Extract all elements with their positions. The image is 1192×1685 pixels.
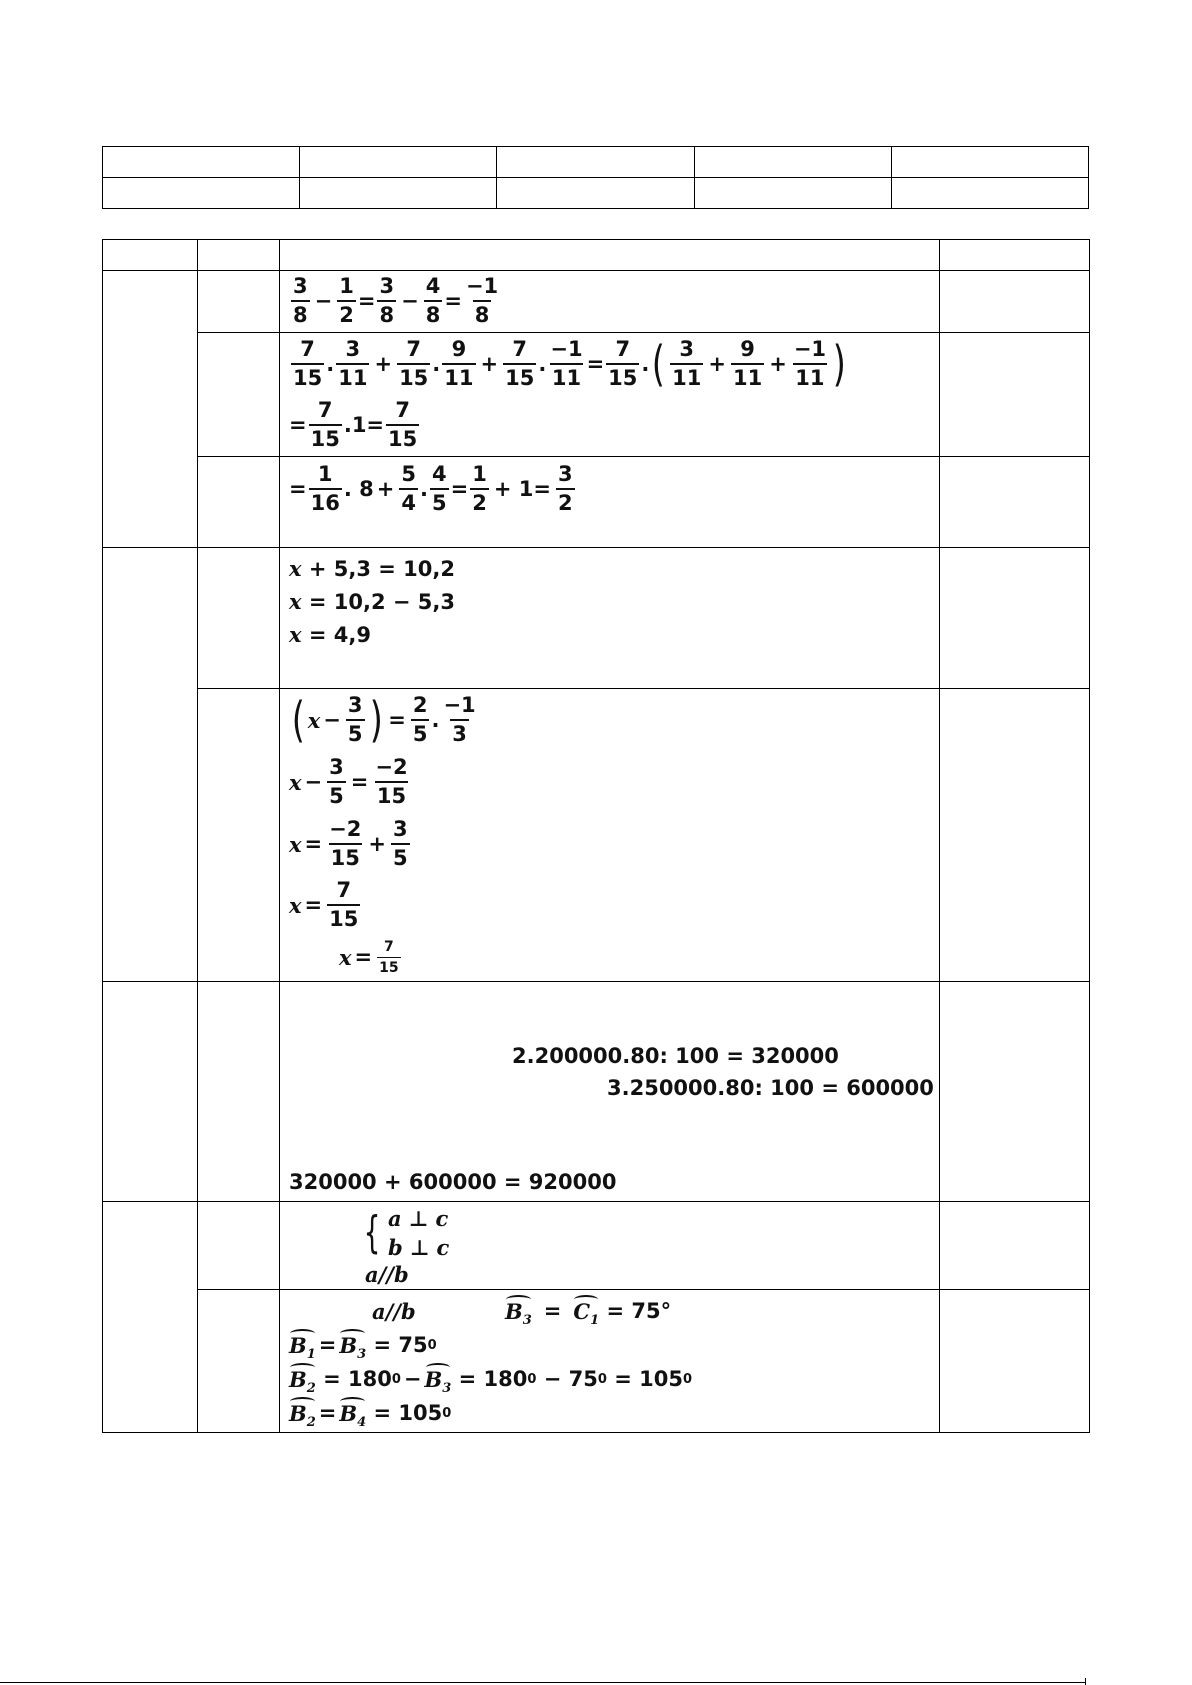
solution-4a: { a ⊥ c b ⊥ c a // b <box>280 1202 940 1290</box>
fraction: $\frac{3}{8}$ <box>379 274 395 327</box>
part-cell <box>198 689 280 982</box>
header-cell <box>103 178 300 209</box>
col-header-part <box>198 240 280 271</box>
header-cell <box>497 178 694 209</box>
footer-tick <box>1085 1678 1086 1685</box>
part-cell <box>198 1290 280 1433</box>
score-cell <box>940 982 1090 1202</box>
score-cell <box>940 1290 1090 1433</box>
answer-table <box>102 239 1090 1433</box>
question-cell <box>103 1202 198 1433</box>
question-cell <box>103 271 198 548</box>
part-cell <box>198 457 280 548</box>
part-cell <box>198 548 280 689</box>
fraction: $\frac{1}{2}$ <box>339 274 354 327</box>
footer-rule <box>0 1682 1085 1683</box>
col-header-question <box>103 240 198 271</box>
solution-2a: x + 5,3 = 10,2 x = 10,2 − 5,3 x = 4,9 <box>280 548 940 689</box>
part-cell <box>198 1202 280 1290</box>
fraction: $\frac{3}{8}$ <box>293 274 308 327</box>
question-cell <box>103 982 198 1202</box>
score-cell <box>940 689 1090 982</box>
solution-2b: ( x − $\frac{3}{5}$ ) = $\frac{2}{5}$ . $\frac{-1}{3}$ x − $\frac{3}{5}$ = $\frac{-2}{15}$ x = $\frac{-2}{15}$ + $\frac{3}{5}$ x = $\frac{7}{15}$ x = $\frac{7}{15}$ <box>280 689 940 982</box>
solution-3: 2.200000.80: 100 = 320000 3.250000.80: 100 = 600000 320000 + 600000 = 920000 <box>280 982 940 1202</box>
score-cell <box>940 457 1090 548</box>
question-cell <box>103 548 198 982</box>
part-cell <box>198 271 280 333</box>
solution-1c: = $\frac{1}{16}$ . 8 + $\frac{5}{4}$ . $\frac{4}{5}$ = $\frac{1}{2}$ + 1= $\frac{3}{2}$ <box>280 457 940 548</box>
col-header-score <box>940 240 1090 271</box>
header-cell <box>300 178 497 209</box>
part-cell <box>198 333 280 457</box>
solution-1a: $\frac{3}{8}$ − $\frac{1}{2}$ = $\frac{3}{8}$ − $\frac{4}{8}$ = $\frac{-1}{8}$ <box>280 271 940 333</box>
header-cell <box>694 147 891 178</box>
header-cell <box>497 147 694 178</box>
fraction: $\frac{4}{8}$ <box>425 274 441 327</box>
score-cell <box>940 271 1090 333</box>
score-cell <box>940 548 1090 689</box>
part-cell <box>198 982 280 1202</box>
solution-1b: $\frac{7}{15}$ . $\frac{3}{11}$ + $\frac{7}{15}$ . $\frac{9}{11}$ + $\frac{7}{15}$ . $\frac{-1}{11}$ = $\frac{7}{15}$ . ( $\frac{3}{11}$ + $\frac{9}{11}$ + $\frac{-1}{11}$ ) = $\frac{7}{15}$ .1= $\frac{7}{15}$ <box>280 333 940 457</box>
header-table <box>102 146 1089 209</box>
solution-4b: a // b $B_3$ = $C_1$ = 75° $B_1$ = $B_3$ = 75 0 $B_2$ = 180 0 − $B_3$ = 180 0 − 75 0 = 105 0 $B_2$ = $B_4$ = 105 0 <box>280 1290 940 1433</box>
angle-b3: $B_3$ <box>505 1295 532 1328</box>
header-cell <box>891 147 1088 178</box>
col-header-solution <box>280 240 940 271</box>
score-cell <box>940 1202 1090 1290</box>
score-cell <box>940 333 1090 457</box>
header-cell <box>891 178 1088 209</box>
header-cell <box>103 147 300 178</box>
fraction: $\frac{-1}{8}$ <box>465 274 499 327</box>
header-cell <box>694 178 891 209</box>
angle-c1: $C_1$ <box>573 1295 599 1328</box>
header-cell <box>300 147 497 178</box>
